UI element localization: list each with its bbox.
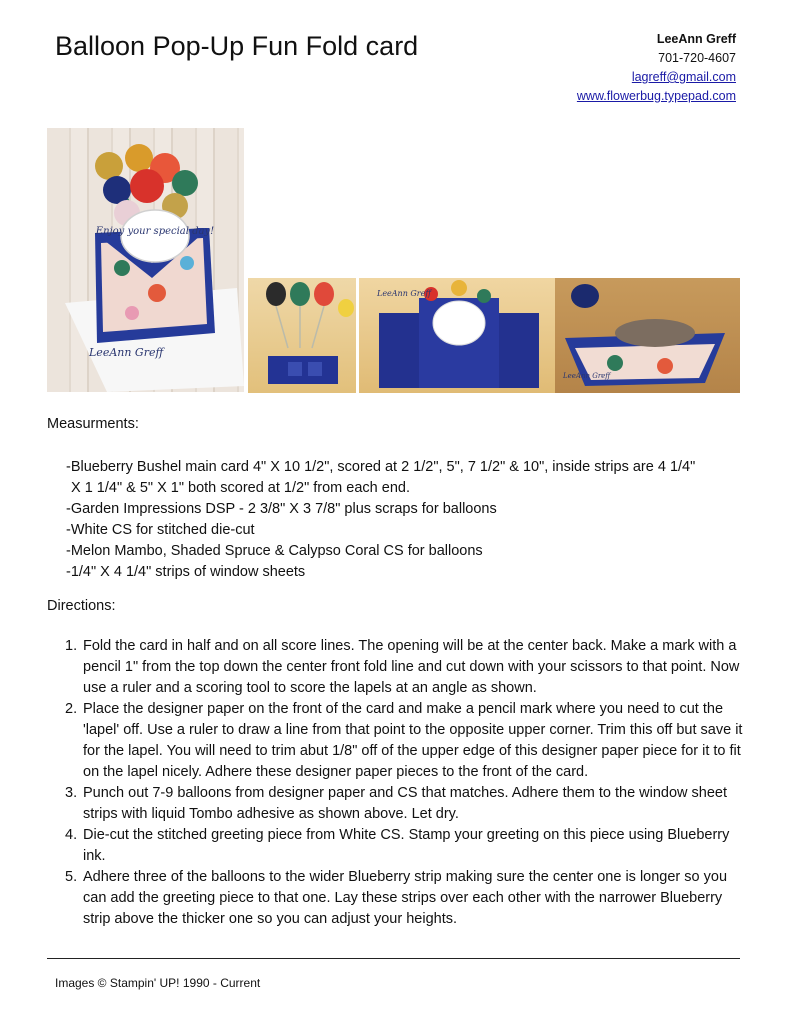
contact-block (577, 30, 736, 106)
website-link[interactable]: www.flowerbug.typepad.com (576, 89, 736, 103)
measurements-list (66, 457, 756, 583)
page-title: Balloon Pop-Up Fun Fold card (55, 31, 419, 61)
list-item: -Blueberry Bushel main card 4" X 10 1/2", scored at 2 1/2", 5", 7 1/2" & 10", inside strips are 4 1/4" (66, 459, 696, 475)
copyright-footer: Images © Stampin' UP! 1990 - Current (55, 976, 261, 990)
step-number: 1. (65, 638, 78, 654)
directions-heading: Directions: (47, 598, 116, 614)
list-item: X 1 1/4" & 5" X 1" both scored at 1/2" from each end. (71, 480, 410, 496)
email-link[interactable]: lagreff@gmail.com (631, 70, 736, 84)
step-number: 5. (65, 869, 78, 885)
step-number: 3. (65, 785, 78, 801)
balloons-strips-photo (248, 278, 356, 393)
list-item: -White CS for stitched die-cut (66, 522, 255, 538)
author-name: LeeAnn Greff (656, 32, 736, 46)
svg-text:LeeAnn Greff: LeeAnn Greff (377, 289, 432, 298)
step-number: 4. (65, 827, 78, 843)
footer-divider (47, 958, 740, 959)
list-item (65, 636, 745, 699)
finished-card-photo (47, 128, 244, 392)
svg-text:LeeAnn Greff: LeeAnn Greff (563, 372, 611, 380)
step-text: Punch out 7-9 balloons from designer paper and CS that matches. Adhere them to the window sheet strips with liquid Tombo adhesive as shown above. Let dry. (83, 785, 728, 822)
list-item (65, 699, 745, 783)
step-text: Adhere three of the balloons to the wider Blueberry strip making sure the center one is longer so you can add the greeting piece to that one. Lay these strips over each other with the narrower Blueberry strip above the thicker one so you can adjust your heights. (83, 869, 728, 927)
list-item (65, 783, 745, 825)
phone-number: 701-720-4607 (658, 51, 736, 65)
card-side-view-photo (555, 278, 740, 393)
watermark-text: LeeAnn Greff (89, 346, 164, 359)
list-item (65, 825, 745, 867)
card-greeting-text: Enjoy your special day! (95, 226, 215, 237)
directions-list (65, 636, 745, 930)
list-item: -Melon Mambo, Shaded Spruce & Calypso Coral CS for balloons (66, 543, 483, 559)
list-item (65, 867, 745, 930)
measurements-heading: Measurments: (47, 416, 139, 432)
step-text: Fold the card in half and on all score lines. The opening will be at the center back. Make a mark with a pencil 1" from the top down the center front fold line and cut down with your scissors to that point. Now use a ruler and a scoring tool to score the lapels at an angle as shown. (83, 638, 740, 696)
step-number: 2. (65, 701, 78, 717)
list-item: -1/4" X 4 1/4" strips of window sheets (66, 564, 306, 580)
step-text: Die-cut the stitched greeting piece from White CS. Stamp your greeting on this piece using Blueberry ink. (83, 827, 730, 864)
step-text: Place the designer paper on the front of the card and make a pencil mark where you need to cut the 'lapel' off. Use a ruler to draw a line from that point to the opposite upper corner. Trim this off but save it for the lapel. You will need to trim abut 1/8" off of the upper edge of this designer paper piece for it to fit on the lapel nicely. Adhere these designer paper pieces to the front of the card. (83, 701, 743, 780)
list-item: -Garden Impressions DSP - 2 3/8" X 3 7/8" plus scraps for balloons (66, 501, 497, 517)
open-card-inside-photo (359, 278, 555, 393)
